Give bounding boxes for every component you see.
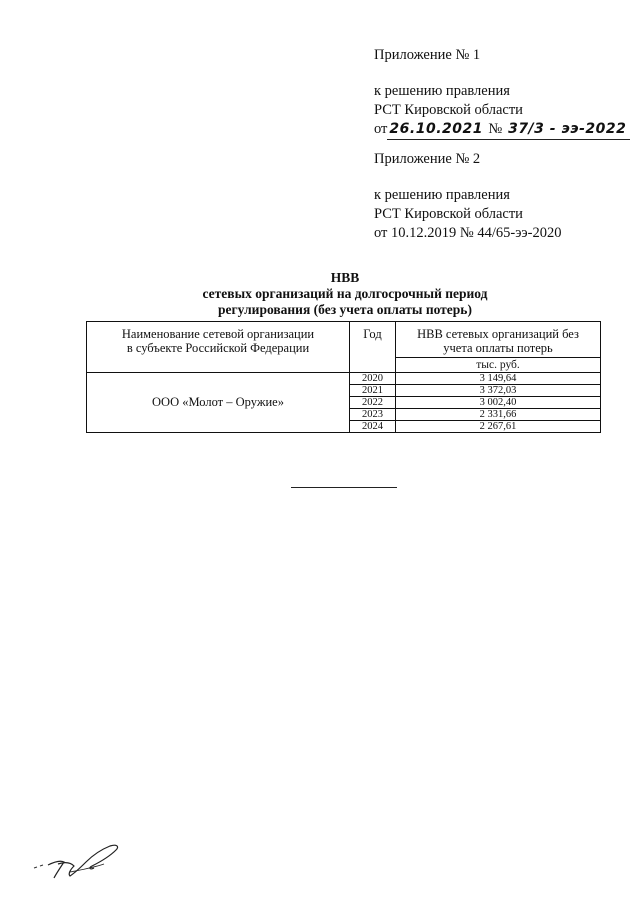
heading-line-3: регулирования (без учета оплаты потерь) (218, 302, 472, 317)
year-cell: 2020 (350, 373, 396, 385)
appendix-2-reference (374, 186, 562, 243)
signature-icon (30, 832, 140, 882)
appendix-1-line-2: РСТ Кировской области (374, 102, 523, 118)
handwritten-date: 26.10.2021 (389, 121, 483, 137)
heading-line-1: НВВ (330, 270, 360, 285)
appendix-2-line-3: от 10.12.2019 № 44/65-ээ-2020 (374, 225, 562, 241)
appendix-2-line-2: РСТ Кировской области (374, 206, 523, 222)
value-cell: 3 149,64 (396, 373, 601, 385)
appendix-1-prefix: от (374, 121, 388, 137)
appendix-1-date-line (374, 120, 630, 140)
appendix-2-title: Приложение № 2 (374, 151, 481, 167)
number-sign: № (488, 121, 503, 137)
appendix-1-reference (374, 82, 630, 140)
header-organization: Наименование сетевой организации в субъекте Российской Федерации (87, 322, 350, 373)
header-year: Год (350, 322, 396, 373)
value-cell: 3 372,03 (396, 385, 601, 397)
nvv-table (86, 321, 601, 433)
handwritten-date-number (387, 120, 630, 140)
appendix-1-line-1: к решению правления (374, 83, 510, 99)
document-heading (0, 270, 640, 318)
organization-cell: ООО «Молот – Оружие» (87, 373, 350, 433)
value-cell: 2 331,66 (396, 409, 601, 421)
end-divider (291, 487, 397, 488)
header-unit: тыс. руб. (396, 358, 601, 373)
header-nvv: НВВ сетевых организаций без учета оплаты потерь (396, 322, 601, 358)
appendix-1-title: Приложение № 1 (374, 47, 481, 63)
appendix-2-line-1: к решению правления (374, 187, 510, 203)
heading-line-2: сетевых организаций на долгосрочный период (202, 286, 488, 301)
value-cell: 3 002,40 (396, 397, 601, 409)
value-cell: 2 267,61 (396, 421, 601, 433)
year-cell: 2021 (350, 385, 396, 397)
year-cell: 2022 (350, 397, 396, 409)
table-row (87, 373, 601, 385)
year-cell: 2024 (350, 421, 396, 433)
year-cell: 2023 (350, 409, 396, 421)
handwritten-number: 37/3 - ээ-2022 (508, 121, 627, 137)
